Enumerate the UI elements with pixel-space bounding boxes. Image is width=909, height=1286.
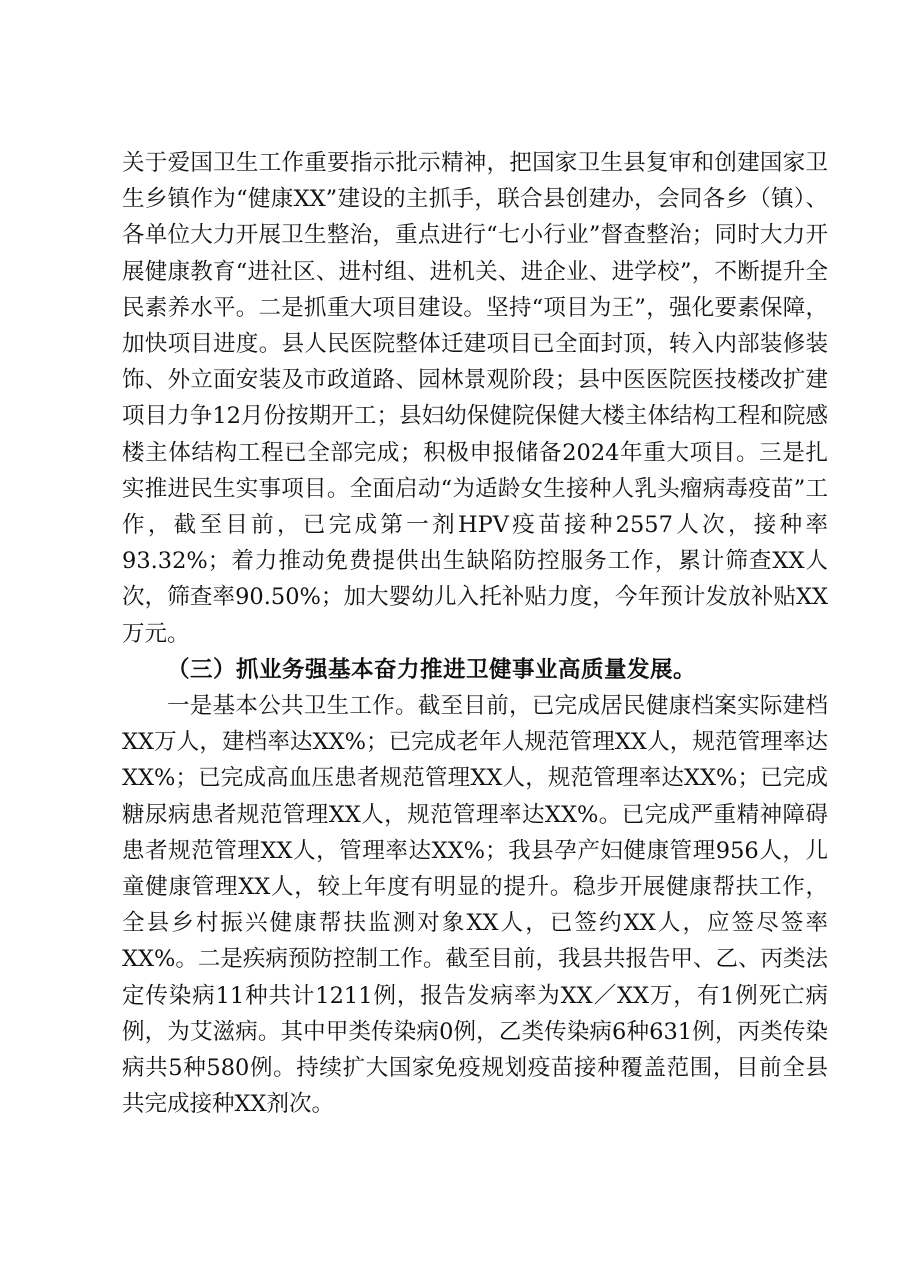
section-heading: （三）抓业务强基本奋力推进卫健事业高质量发展。: [167, 656, 697, 683]
paragraph-basic-public-health: 一是基本公共卫生工作。截至目前，已完成居民健康档案实际建档XX万人，建档率达XX%；已完成老年人规范管理XX人，规范管理率达XX%；已完成高血压患者规范管理XX人，规范管理率达XX%；已完成糖尿病患者规范管理XX人，规范管理率达XX%。已完成严重精神障碍患者规范管理XX人，管理率达XX%；我县孕产妇健康管理956人，儿童健康管理XX人，较上年度有明显的提升。稳步开展健康帮扶工作，全县乡村振兴健康帮扶监测对象XX人，已签约XX人，应签尽签率XX%。二是疾病预防控制工作。截至目前，我县共报告甲、乙、丙类法定传染病11种共计1211例，报告发病率为XX／XX万，有1例死亡病例，为艾滋病。其中甲类传染病0例，乙类传染病6种631例，丙类传染病共5种580例。持续扩大国家免疫规划疫苗接种覆盖范围，目前全县共完成接种XX剂次。: [122, 693, 828, 1118]
document-body: [122, 145, 828, 1122]
paragraph-continued: 关于爱国卫生工作重要指示批示精神，把国家卫生县复审和创建国家卫生乡镇作为“健康XX”建设的主抓手，联合县创建办，会同各乡（镇）、各单位大力开展卫生整治，重点进行“七小行业”督查整治；同时大力开展健康教育“进社区、进村组、进机关、进企业、进学校”，不断提升全民素养水平。二是抓重大项目建设。坚持“项目为王”，强化要素保障，加快项目进度。县人民医院整体迁建项目已全面封顶，转入内部装修装饰、外立面安装及市政道路、园林景观阶段；县中医医院医技楼改扩建项目力争12月份按期开工；县妇幼保健院保健大楼主体结构工程和院感楼主体结构工程已全部完成；积极申报储备2024年重大项目。三是扎实推进民生实事项目。全面启动“为适龄女生接种人乳头瘤病毒疫苗”工作，截至目前，已完成第一剂HPV疫苗接种2557人次，接种率93.32%；着力推动免费提供出生缺陷防控服务工作，累计筛查XX人次，筛查率90.50%；加大婴幼儿入托补贴力度，今年预计发放补贴XX万元。: [122, 150, 828, 647]
